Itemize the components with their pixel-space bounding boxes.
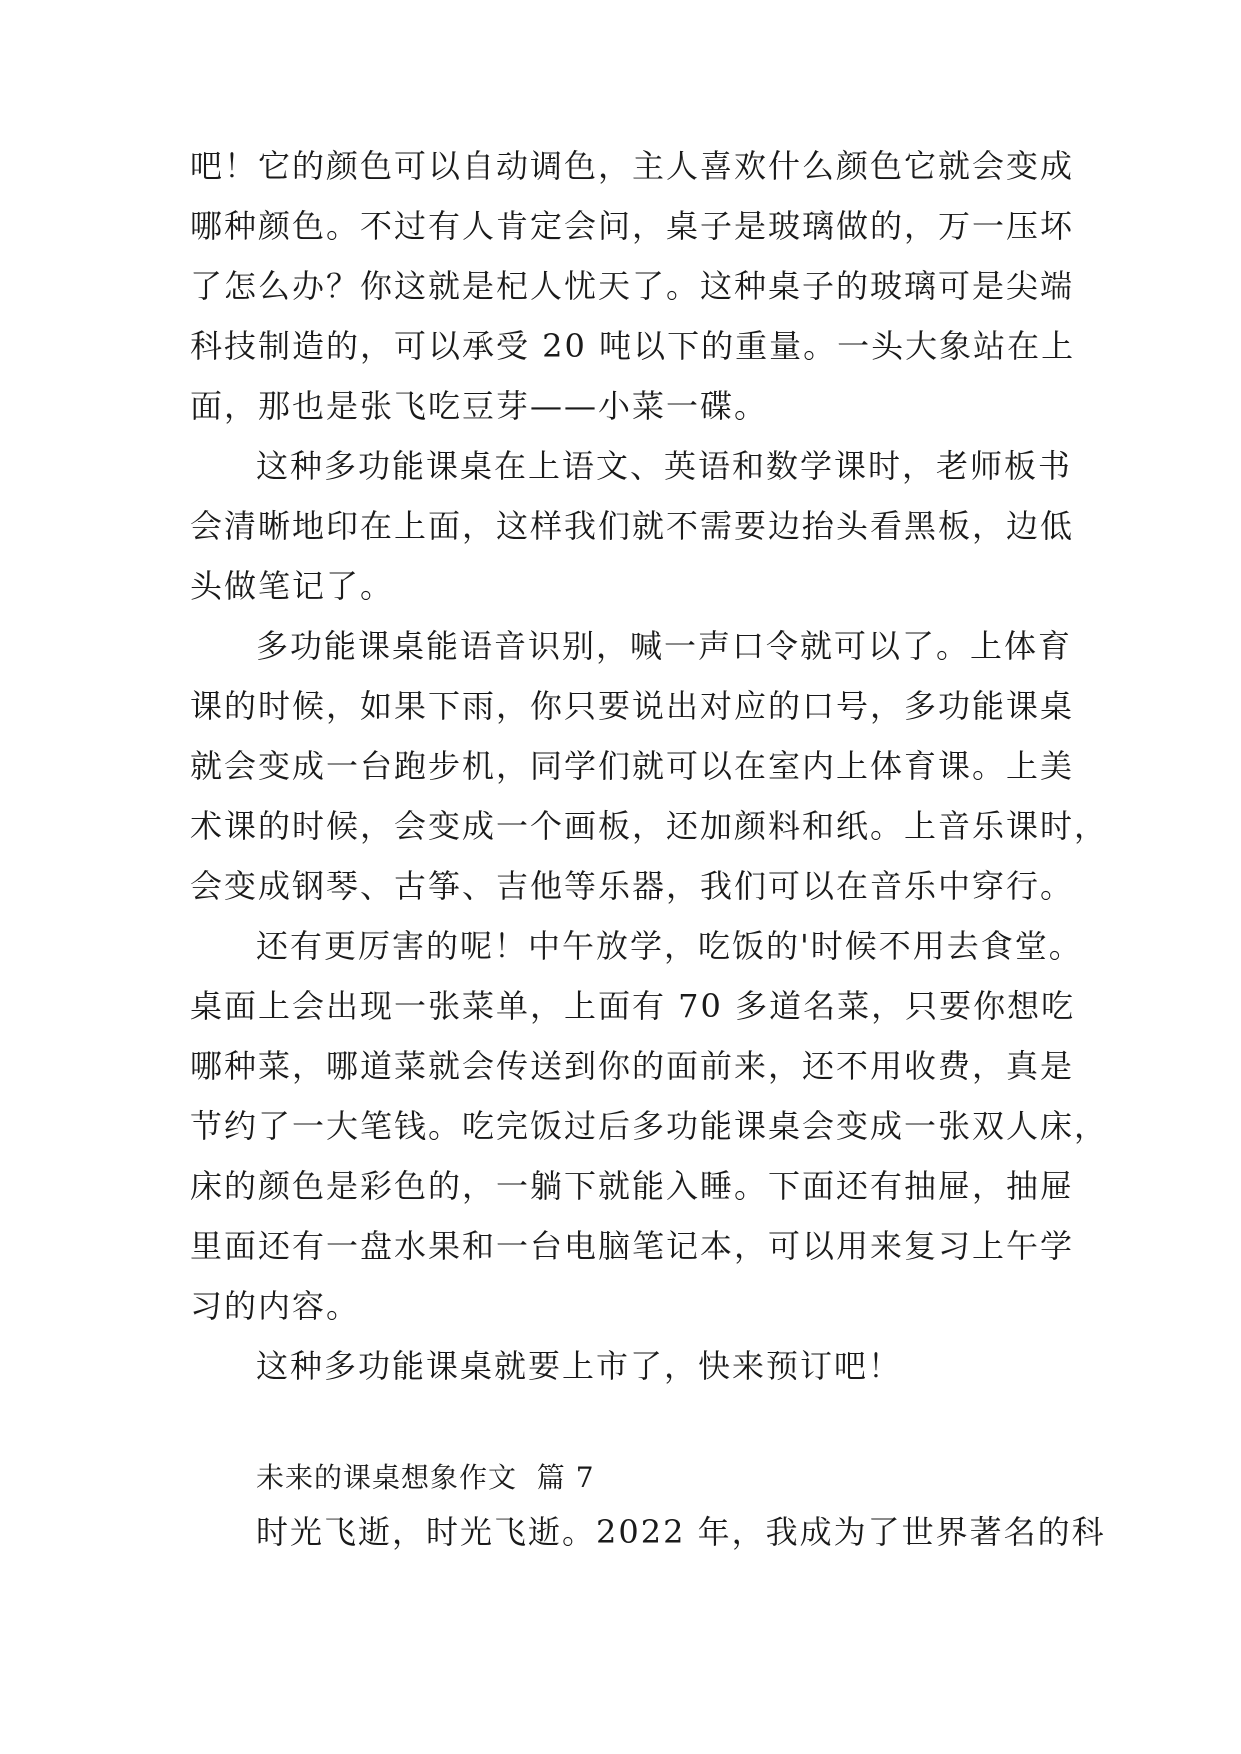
text-line: 会清晰地印在上面，这样我们就不需要边抬头看黑板，边低: [190, 507, 1075, 545]
text-line: 习的内容。: [190, 1287, 361, 1325]
text-line: 面，那也是张飞吃豆芽——小菜一碟。: [190, 387, 769, 425]
text-line: 会变成钢琴、古筝、吉他等乐器，我们可以在音乐中穿行。: [190, 867, 1075, 905]
text-line: 时光飞逝，时光飞逝。2022 年，我成为了世界著名的科: [256, 1513, 1106, 1551]
text-line: 床的颜色是彩色的，一躺下就能入睡。下面还有抽屉，抽屉: [190, 1167, 1075, 1205]
text-line: 课的时候，如果下雨，你只要说出对应的口号，多功能课桌: [190, 687, 1075, 725]
text-line: 哪种菜，哪道菜就会传送到你的面前来，还不用收费，真是: [190, 1047, 1075, 1085]
text-line: 科技制造的，可以承受 20 吨以下的重量。一头大象站在上: [190, 327, 1076, 365]
text-line: 这种多功能课桌就要上市了，快来预订吧！: [256, 1347, 903, 1385]
text-line: 吧！它的颜色可以自动调色，主人喜欢什么颜色它就会变成: [190, 147, 1075, 185]
text-line: 术课的时候，会变成一个画板，还加颜料和纸。上音乐课时，: [190, 807, 1109, 845]
text-line: 桌面上会出现一张菜单，上面有 70 多道名菜，只要你想吃: [190, 987, 1076, 1025]
text-line: 多功能课桌能语音识别，喊一声口令就可以了。上体育: [256, 627, 1073, 665]
text-line: 节约了一大笔钱。吃完饭过后多功能课桌会变成一张双人床，: [190, 1107, 1109, 1145]
text-line: 还有更厉害的呢！中午放学，吃饭的'时候不用去食堂。: [256, 927, 1083, 965]
text-line: 了怎么办？你这就是杞人忧天了。这种桌子的玻璃可是尖端: [190, 267, 1075, 305]
text-line: 头做笔记了。: [190, 567, 395, 605]
section-title: 未来的课桌想象作文 篇 7: [256, 1461, 595, 1494]
text-line: 哪种颜色。不过有人肯定会问，桌子是玻璃做的，万一压坏: [190, 207, 1075, 245]
text-line: 就会变成一台跑步机，同学们就可以在室内上体育课。上美: [190, 747, 1075, 785]
text-line: 这种多功能课桌在上语文、英语和数学课时，老师板书: [256, 447, 1073, 485]
text-line: 里面还有一盘水果和一台电脑笔记本，可以用来复习上午学: [190, 1227, 1075, 1265]
